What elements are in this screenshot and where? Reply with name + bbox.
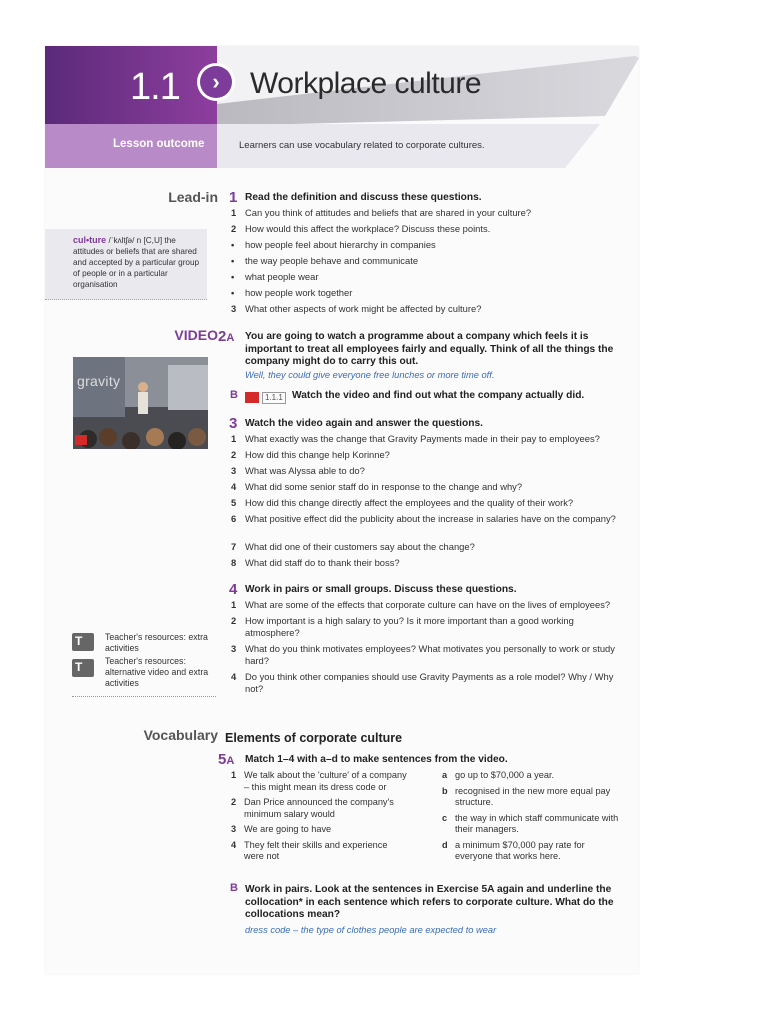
matching-item xyxy=(231,824,409,836)
definition-text xyxy=(73,235,205,290)
play-icon[interactable] xyxy=(75,435,87,445)
leadin-label: Lead-in xyxy=(168,189,218,205)
question-text: what people wear xyxy=(245,271,319,282)
question-text: What do you think motivates employees? What motivates you personally to work or study hard? xyxy=(245,643,615,666)
question-text: What did staff do to thank their boss? xyxy=(245,557,400,568)
question-text: Do you think other companies should use Gravity Payments as a role model? Why / Why not? xyxy=(245,671,614,694)
video-code: 1.1.1 xyxy=(262,392,286,404)
matching-text: the way in which staff communicate with their managers. xyxy=(455,812,619,834)
matching-label: a xyxy=(442,770,448,780)
question-text: How important is a high salary to you? Is it more important than a good working atmosphere? xyxy=(245,615,574,638)
matching-item xyxy=(442,840,625,863)
matching-text: We are going to have xyxy=(244,824,332,834)
question-item xyxy=(231,643,626,667)
example-answer: dress code – the type of clothes people are expected to wear xyxy=(245,925,497,935)
question-text: How would this affect the workplace? Discuss these points. xyxy=(245,223,491,234)
question-number: • xyxy=(231,271,235,282)
matching-item xyxy=(231,797,409,820)
question-text: What did some senior staff do in response to the change and why? xyxy=(245,481,523,492)
question-item xyxy=(231,433,626,445)
chevron-right-icon: › xyxy=(197,63,235,101)
matching-label: 4 xyxy=(231,839,237,850)
question-text: How did this change directly affect the employees and the quality of their work? xyxy=(245,497,574,508)
example-answer: Well, they could give everyone free lunches or more time off. xyxy=(245,370,495,380)
matching-text: a minimum $70,000 pay rate for everyone that works here. xyxy=(455,839,585,861)
exercise-heading: You are going to watch a programme about a company which feels it is important to treat all employees fairly and equally. Think of all the things the company might do to carry this out. xyxy=(245,331,614,367)
question-number: 5 xyxy=(231,497,237,508)
matching-label: 1 xyxy=(231,770,237,780)
question-number: • xyxy=(231,287,235,298)
question-item xyxy=(231,239,626,251)
definition-word: cul•ture xyxy=(73,235,107,245)
matching-text: go up to $70,000 a year. xyxy=(455,770,555,780)
teacher-resource-2[interactable]: Teacher's resources: alternative video and extra activities xyxy=(105,656,209,688)
exercise-number: 2A xyxy=(218,328,235,345)
matching-label: 2 xyxy=(231,797,237,807)
exercise-heading: Read the definition and discuss these questions. xyxy=(245,192,482,203)
question-item xyxy=(231,271,626,283)
matching-label: d xyxy=(442,839,448,850)
question-number: 1 xyxy=(231,433,237,444)
exercise-number: 1 xyxy=(229,189,238,206)
question-text: What exactly was the change that Gravity Payments made in their pay to employees? xyxy=(245,433,600,444)
question-number: • xyxy=(231,239,235,250)
video-thumbnail-text: gravity xyxy=(77,373,121,389)
matching-text: They felt their skills and experience were not xyxy=(244,839,388,861)
exercise-number: 3 xyxy=(229,415,238,432)
matching-item xyxy=(231,840,409,863)
matching-text: We talk about the 'culture' of a company – this might mean its dress code or xyxy=(244,770,407,792)
question-number: 8 xyxy=(231,557,237,568)
matching-text: recognised in the new more equal pay structure. xyxy=(455,785,611,807)
question-item xyxy=(231,497,626,509)
question-number: 1 xyxy=(231,207,237,218)
vocabulary-title: Elements of corporate culture xyxy=(225,731,403,745)
textbook-page xyxy=(45,46,639,974)
question-number: 2 xyxy=(231,449,237,460)
exercise-number: 4 xyxy=(229,581,238,598)
video-label: VIDEO xyxy=(174,327,218,343)
question-item xyxy=(231,207,626,219)
exercise-letter: B xyxy=(230,882,238,894)
lesson-outcome-label: Lesson outcome xyxy=(113,138,205,150)
question-item xyxy=(231,615,626,639)
question-number: • xyxy=(231,255,235,266)
exercise-heading: Work in pairs or small groups. Discuss these questions. xyxy=(245,584,517,595)
question-text: how people feel about hierarchy in companies xyxy=(245,239,436,250)
question-number: 2 xyxy=(231,615,237,626)
exercise-heading: Work in pairs. Look at the sentences in Exercise 5A again and underline the collocation* in each sentence which refers to corporate culture. What do the collocations mean? xyxy=(245,884,614,920)
question-text: What did one of their customers say about the change? xyxy=(245,541,475,552)
vocabulary-label: Vocabulary xyxy=(143,727,218,743)
unit-title: Workplace culture xyxy=(250,67,482,100)
matching-item xyxy=(231,770,409,793)
question-text: how people work together xyxy=(245,287,353,298)
matching-label: 3 xyxy=(231,824,237,834)
question-item xyxy=(231,465,626,477)
question-text: What other aspects of work might be affected by culture? xyxy=(245,303,482,314)
question-item xyxy=(231,255,626,267)
question-item xyxy=(231,513,626,525)
teacher-resource-icon: T xyxy=(72,659,94,677)
matching-item xyxy=(442,813,625,836)
matching-item xyxy=(442,770,625,782)
matching-label: b xyxy=(442,785,448,796)
exercise-heading: Watch the video again and answer the questions. xyxy=(245,418,483,429)
question-item xyxy=(231,223,626,235)
question-text: How did this change help Korinne? xyxy=(245,449,390,460)
question-item xyxy=(231,287,626,299)
question-number: 4 xyxy=(231,481,237,492)
question-number: 6 xyxy=(231,513,237,524)
question-text: What are some of the effects that corporate culture can have on the lives of employees? xyxy=(245,599,611,610)
exercise-heading: Match 1–4 with a–d to make sentences from the video. xyxy=(245,754,508,765)
question-item xyxy=(231,481,626,493)
question-text: What was Alyssa able to do? xyxy=(245,465,365,476)
question-number: 3 xyxy=(231,643,237,654)
question-item xyxy=(231,541,626,553)
video-play-icon[interactable] xyxy=(245,392,259,403)
unit-number: 1.1 xyxy=(130,66,180,108)
video-thumbnail[interactable] xyxy=(73,357,208,449)
question-text: Can you think of attitudes and beliefs that are shared in your culture? xyxy=(245,207,532,218)
matching-item xyxy=(442,786,625,809)
matching-text: Dan Price announced the company's minimum salary would xyxy=(244,797,394,819)
question-item xyxy=(231,671,626,695)
question-text: What positive effect did the publicity about the increase in salaries have on the company? xyxy=(245,513,616,524)
question-number: 2 xyxy=(231,223,237,234)
divider xyxy=(72,696,216,697)
definition-body: the attitudes or beliefs that are shared and accepted by a particular group of people or in a particular organisation xyxy=(73,236,200,289)
exercise-heading: Watch the video and find out what the company actually did. xyxy=(292,390,585,401)
question-item xyxy=(231,303,626,315)
question-item xyxy=(231,557,626,569)
exercise-letter: B xyxy=(230,389,238,401)
question-number: 1 xyxy=(231,599,237,610)
question-item xyxy=(231,599,626,611)
question-number: 4 xyxy=(231,671,237,682)
question-number: 3 xyxy=(231,303,237,314)
matching-label: c xyxy=(442,812,448,823)
definition-pronunciation: /ˈkʌltʃə/ n [C,U] xyxy=(108,236,163,245)
video-scene xyxy=(73,357,208,449)
exercise-number: 5A xyxy=(218,751,235,768)
lesson-outcome-text: Learners can use vocabulary related to corporate cultures. xyxy=(239,140,485,151)
question-number: 3 xyxy=(231,465,237,476)
question-text: the way people behave and communicate xyxy=(245,255,419,266)
teacher-resource-icon: T xyxy=(72,633,94,651)
question-number: 7 xyxy=(231,541,237,552)
teacher-resource-1[interactable]: Teacher's resources: extra activities xyxy=(105,632,208,653)
question-item xyxy=(231,449,626,461)
